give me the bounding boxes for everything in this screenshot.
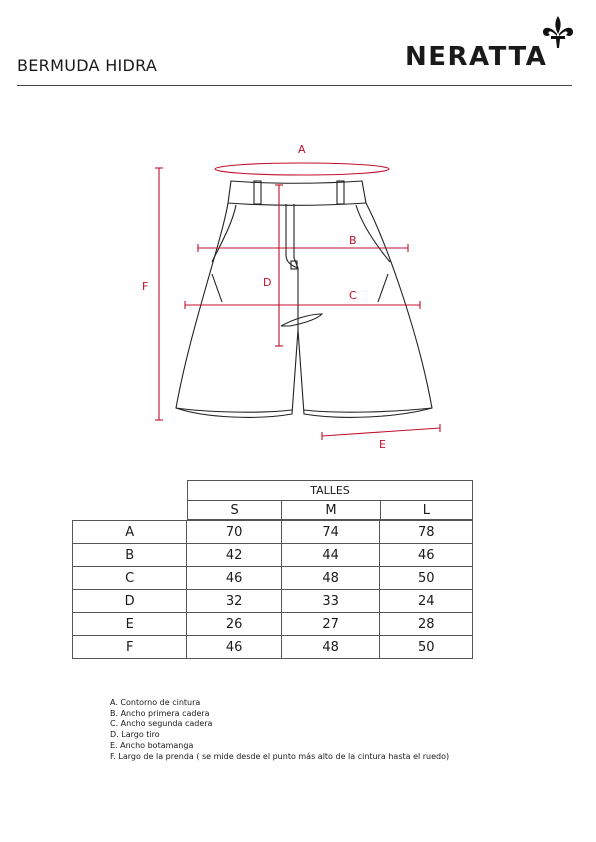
legend-item: B. Ancho primera cadera — [110, 708, 210, 718]
cell-m: 48 — [281, 636, 380, 659]
cell-m: 48 — [281, 567, 380, 590]
row-label: F — [73, 636, 187, 659]
cell-s: 46 — [187, 567, 282, 590]
cell-m: 33 — [281, 590, 380, 613]
table-row — [73, 544, 473, 567]
measure-e-hem — [322, 428, 440, 436]
row-label: E — [73, 613, 187, 636]
cell-l: 28 — [380, 613, 473, 636]
size-table — [72, 520, 473, 659]
cell-m: 74 — [281, 521, 380, 544]
legend-item: A. Contorno de cintura — [110, 698, 201, 707]
label-a: A — [298, 143, 306, 156]
row-label: D — [73, 590, 187, 613]
size-header-m: M — [282, 501, 380, 520]
label-b: B — [349, 234, 357, 247]
row-label: A — [73, 521, 187, 544]
cell-m: 44 — [281, 544, 380, 567]
legend-item: F. Largo de la prenda ( se mide desde el punto más alto de la cintura hasta el ruedo) — [110, 751, 450, 761]
cell-l: 50 — [380, 567, 473, 590]
size-table-header — [187, 480, 473, 520]
cell-l: 50 — [380, 636, 473, 659]
cell-l: 78 — [380, 521, 473, 544]
shorts-outline — [176, 181, 432, 417]
brand-name: NERATTA — [405, 42, 548, 72]
legend-item: C. Ancho segunda cadera — [110, 719, 213, 729]
cell-l: 46 — [380, 544, 473, 567]
label-d: D — [263, 276, 272, 289]
product-title: BERMUDA HIDRA — [17, 56, 158, 75]
cell-l: 24 — [380, 590, 473, 613]
label-e: E — [379, 438, 386, 451]
cell-s: 32 — [187, 590, 282, 613]
table-row — [73, 590, 473, 613]
cell-s: 42 — [187, 544, 282, 567]
legend-item: E. Ancho botamanga — [110, 740, 194, 750]
label-c: C — [349, 289, 357, 302]
row-label: B — [73, 544, 187, 567]
cell-s: 70 — [187, 521, 282, 544]
table-row — [73, 636, 473, 659]
table-row — [73, 521, 473, 544]
legend-item: D. Largo tiro — [110, 730, 160, 740]
table-row — [73, 567, 473, 590]
row-label: C — [73, 567, 187, 590]
cell-s: 26 — [187, 613, 282, 636]
zipper-pull-icon — [281, 314, 322, 326]
cell-m: 27 — [281, 613, 380, 636]
label-f: F — [142, 280, 149, 293]
measurement-legend — [110, 698, 449, 762]
table-title: TALLES — [188, 481, 473, 501]
size-header-s: S — [188, 501, 282, 520]
table-row — [73, 613, 473, 636]
cell-s: 46 — [187, 636, 282, 659]
size-header-l: L — [380, 501, 472, 520]
measure-a-waist — [215, 163, 389, 175]
